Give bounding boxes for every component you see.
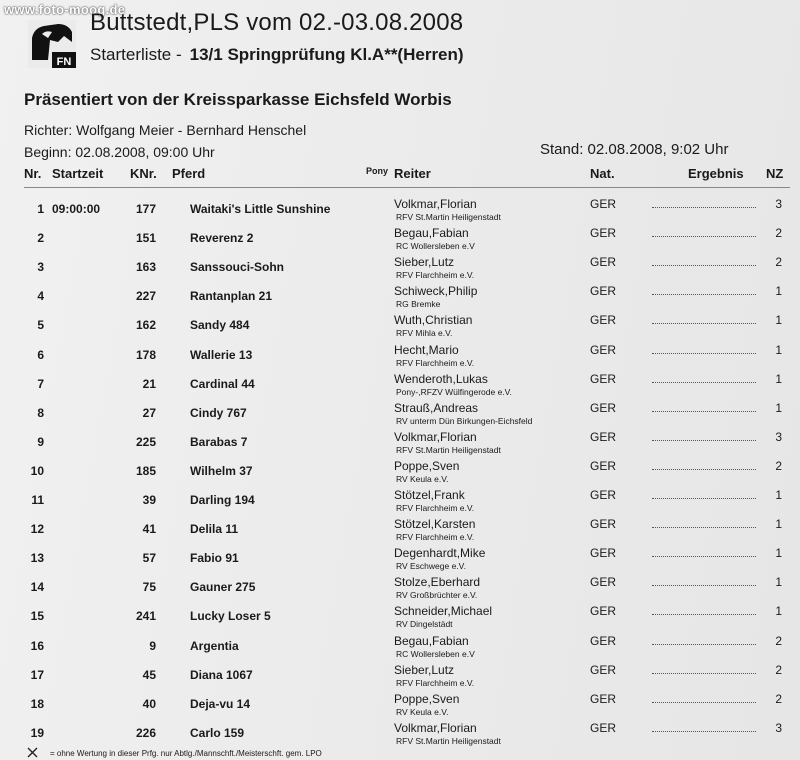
rider-name: Schneider,Michael	[394, 604, 493, 619]
horse-name: Gauner 275	[190, 580, 256, 595]
head-number: 241	[135, 609, 156, 624]
club-name: RFV St.Martin Heiligenstadt	[396, 444, 501, 455]
head-number: 162	[135, 318, 156, 333]
result-field	[652, 641, 756, 645]
rider-name: Wenderoth,Lukas	[394, 371, 488, 386]
head-number: 27	[142, 405, 156, 420]
club-name: RFV Flarchheim e.V.	[396, 503, 475, 513]
result-field	[652, 670, 756, 674]
row-number: 5	[37, 318, 44, 333]
horse-name: Deja-vu 14	[190, 696, 251, 711]
col-header-knr: KNr.	[130, 166, 157, 181]
nz-value: 1	[775, 546, 782, 561]
result-field	[652, 611, 756, 615]
col-header-nz: NZ	[766, 166, 784, 181]
result-field	[652, 320, 756, 324]
table-row	[0, 226, 800, 255]
row-number: 4	[37, 289, 44, 304]
rider-name: Begau,Fabian	[394, 633, 469, 648]
nationality: GER	[590, 546, 617, 561]
club-name: RFV Flarchheim e.V.	[396, 357, 475, 368]
horse-name: Rantanplan 21	[190, 289, 273, 304]
table-row	[0, 401, 800, 430]
start-time: 09:00:00	[52, 202, 101, 216]
result-field	[652, 699, 756, 703]
head-number: 9	[149, 638, 156, 653]
club-name: RFV Flarchheim e.V.	[396, 270, 475, 281]
nz-value: 2	[775, 633, 782, 648]
col-header-nat: Nat.	[590, 166, 615, 181]
head-number: 40	[142, 696, 156, 711]
nationality: GER	[590, 488, 617, 502]
nationality: GER	[590, 633, 617, 648]
table-row	[0, 634, 800, 663]
table-row	[0, 721, 800, 750]
head-number: 41	[142, 522, 156, 537]
nationality: GER	[590, 575, 617, 590]
horse-name: Cindy 767	[190, 405, 247, 420]
cross-icon	[27, 747, 38, 758]
head-number: 57	[142, 551, 156, 566]
table-row	[0, 255, 800, 284]
footnote: = ohne Wertung in dieser Prfg. nur Abtlg./Mannschft./Meisterschft. gem. LPO	[50, 749, 322, 758]
nz-value: 2	[775, 458, 782, 473]
nz-value: 1	[775, 371, 782, 386]
nz-value: 1	[775, 284, 782, 299]
head-number: 177	[135, 202, 156, 216]
club-name: RG Bremke	[396, 299, 441, 310]
rider-name: Stolze,Eberhard	[394, 575, 481, 590]
row-number: 12	[30, 522, 44, 537]
club-name: RFV Mihla e.V.	[396, 328, 453, 339]
row-number: 18	[30, 696, 44, 711]
table-row	[0, 663, 800, 692]
row-number: 8	[37, 405, 44, 420]
table-row	[0, 313, 800, 342]
row-number: 9	[37, 434, 44, 449]
nz-value: 2	[775, 662, 782, 677]
club-name: RV unterm Dün Birkungen-Eichsfeld	[396, 415, 533, 426]
rider-name: Sieber,Lutz	[394, 255, 455, 270]
nationality: GER	[590, 662, 617, 677]
svg-text:FN: FN	[56, 56, 72, 68]
judges-line: Richter: Wolfgang Meier - Bernhard Henschel	[24, 122, 307, 138]
result-field	[652, 437, 756, 441]
row-number: 19	[30, 725, 44, 740]
col-header-startzeit: Startzeit	[52, 166, 104, 181]
rider-name: Wuth,Christian	[394, 313, 473, 328]
horse-name: Wallerie 13	[190, 347, 253, 362]
club-name: RFV St.Martin Heiligenstadt	[396, 735, 501, 746]
nationality: GER	[590, 458, 617, 473]
table-row	[0, 197, 800, 226]
horse-name: Sanssouci-Sohn	[190, 260, 285, 275]
rider-name: Strauß,Andreas	[394, 400, 479, 415]
head-number: 226	[135, 725, 156, 740]
table-row	[0, 517, 800, 546]
nz-value: 1	[775, 604, 782, 619]
horse-name: Wilhelm 37	[190, 463, 253, 478]
table-row	[0, 284, 800, 313]
nz-value: 3	[775, 429, 782, 444]
rider-name: Stötzel,Karsten	[394, 517, 476, 532]
rider-name: Begau,Fabian	[394, 226, 469, 241]
table-row	[0, 459, 800, 488]
row-number: 11	[31, 493, 44, 507]
horse-name: Darling 194	[190, 493, 255, 507]
result-field	[652, 204, 756, 208]
table-row	[0, 372, 800, 401]
col-header-pony: Pony	[366, 166, 389, 176]
nationality: GER	[590, 342, 617, 357]
row-number: 1	[37, 202, 44, 216]
nationality: GER	[590, 255, 617, 270]
table-row	[0, 488, 800, 517]
club-name: RFV St.Martin Heiligenstadt	[396, 212, 501, 222]
page-title: Buttstedt,PLS vom 02.-03.08.2008	[90, 9, 464, 36]
horse-name: Sandy 484	[190, 318, 250, 333]
col-header-ergebnis: Ergebnis	[688, 166, 744, 181]
horse-name: Barabas 7	[190, 434, 248, 449]
nz-value: 1	[775, 517, 782, 532]
nz-value: 2	[775, 226, 782, 241]
horse-name: Carlo 159	[190, 725, 245, 740]
club-name: RC Wollersleben e.V	[396, 648, 475, 659]
result-field	[652, 728, 756, 732]
row-number: 16	[30, 638, 44, 653]
horse-name: Fabio 91	[190, 551, 239, 566]
horse-name: Reverenz 2	[190, 231, 254, 246]
header-divider	[24, 187, 790, 188]
head-number: 225	[135, 434, 156, 449]
table-row	[0, 546, 800, 575]
row-number: 14	[30, 580, 44, 595]
result-field	[652, 495, 756, 499]
rider-name: Degenhardt,Mike	[394, 546, 486, 561]
nz-value: 1	[775, 488, 782, 502]
nz-value: 2	[775, 691, 782, 706]
club-name: RFV Flarchheim e.V.	[396, 532, 475, 543]
row-number: 3	[37, 260, 44, 275]
row-number: 13	[30, 551, 44, 566]
col-header-nr: Nr.	[24, 166, 42, 181]
result-field	[652, 291, 756, 295]
horse-name: Waitaki's Little Sunshine	[190, 202, 331, 216]
subtitle	[90, 45, 464, 65]
result-field	[652, 262, 756, 266]
nationality: GER	[590, 197, 617, 211]
nz-value: 1	[775, 313, 782, 328]
table-row	[0, 575, 800, 604]
horse-name: Diana 1067	[190, 667, 253, 682]
rider-name: Volkmar,Florian	[394, 197, 477, 211]
head-number: 185	[135, 463, 156, 478]
head-number: 39	[142, 493, 156, 507]
club-name: Pony-,RFZV Wülfingerode e.V.	[396, 386, 512, 397]
head-number: 178	[135, 347, 156, 362]
stand-line: Stand: 02.08.2008, 9:02 Uhr	[540, 141, 729, 158]
club-name: RV Großbrüchter e.V.	[396, 590, 478, 601]
rider-name: Volkmar,Florian	[394, 429, 477, 444]
result-field	[652, 553, 756, 557]
nationality: GER	[590, 604, 617, 619]
rider-name: Volkmar,Florian	[394, 720, 477, 735]
horse-name: Delila 11	[190, 522, 239, 537]
nationality: GER	[590, 400, 617, 415]
horse-name: Lucky Loser 5	[190, 609, 271, 624]
table-row	[0, 430, 800, 459]
sponsor-line: Präsentiert von der Kreissparkasse Eichsfeld Worbis	[24, 90, 452, 109]
head-number: 151	[135, 231, 156, 246]
rider-name: Poppe,Sven	[394, 691, 460, 706]
table-row	[0, 604, 800, 633]
club-name: RV Eschwege e.V.	[396, 561, 466, 572]
competition-name: 13/1 Springprüfung Kl.A**(Herren)	[189, 45, 464, 64]
result-field	[652, 233, 756, 237]
nz-value: 1	[775, 575, 782, 590]
nz-value: 1	[775, 342, 782, 357]
row-number: 17	[30, 667, 44, 682]
subtitle-prefix: Starterliste -	[90, 45, 182, 64]
club-name: RV Dingelstädt	[396, 619, 453, 630]
nationality: GER	[590, 517, 617, 532]
club-name: RV Keula e.V.	[396, 706, 449, 717]
row-number: 6	[37, 347, 44, 362]
horse-name: Argentia	[190, 638, 239, 653]
nationality: GER	[590, 226, 617, 241]
row-number: 7	[37, 376, 44, 391]
head-number: 163	[135, 260, 156, 275]
club-name: RC Wollersleben e.V	[396, 241, 475, 252]
fn-logo-icon	[28, 20, 76, 68]
horse-name: Cardinal 44	[190, 376, 255, 391]
col-header-reiter: Reiter	[394, 166, 431, 181]
row-number: 2	[37, 231, 44, 246]
nationality: GER	[590, 429, 617, 444]
row-number: 10	[30, 463, 44, 478]
result-field	[652, 466, 756, 470]
result-field	[652, 350, 756, 354]
head-number: 21	[142, 376, 156, 391]
col-header-pferd: Pferd	[172, 166, 206, 181]
head-number: 75	[142, 580, 156, 595]
rider-name: Sieber,Lutz	[394, 662, 455, 677]
head-number: 227	[135, 289, 156, 304]
nationality: GER	[590, 313, 617, 328]
head-number: 45	[142, 667, 156, 682]
start-time-line: Beginn: 02.08.2008, 09:00 Uhr	[24, 144, 215, 160]
rider-name: Hecht,Mario	[394, 342, 459, 357]
nz-value: 3	[775, 720, 782, 735]
table-row	[0, 343, 800, 372]
club-name: RFV Flarchheim e.V.	[396, 677, 475, 688]
rider-name: Poppe,Sven	[394, 458, 460, 473]
club-name: RV Keula e.V.	[396, 473, 449, 484]
result-field	[652, 379, 756, 383]
nz-value: 2	[775, 255, 782, 270]
result-field	[652, 524, 756, 528]
nationality: GER	[590, 720, 617, 735]
result-field	[652, 582, 756, 586]
table-row	[0, 692, 800, 721]
nz-value: 1	[775, 400, 782, 415]
result-field	[652, 408, 756, 412]
nz-value: 3	[775, 197, 782, 211]
nationality: GER	[590, 691, 617, 706]
nationality: GER	[590, 284, 617, 299]
row-number: 15	[30, 609, 44, 624]
rider-name: Stötzel,Frank	[394, 488, 465, 502]
watermark: www.foto-moog.de	[4, 2, 126, 17]
nationality: GER	[590, 371, 617, 386]
rider-name: Schiweck,Philip	[394, 284, 478, 299]
